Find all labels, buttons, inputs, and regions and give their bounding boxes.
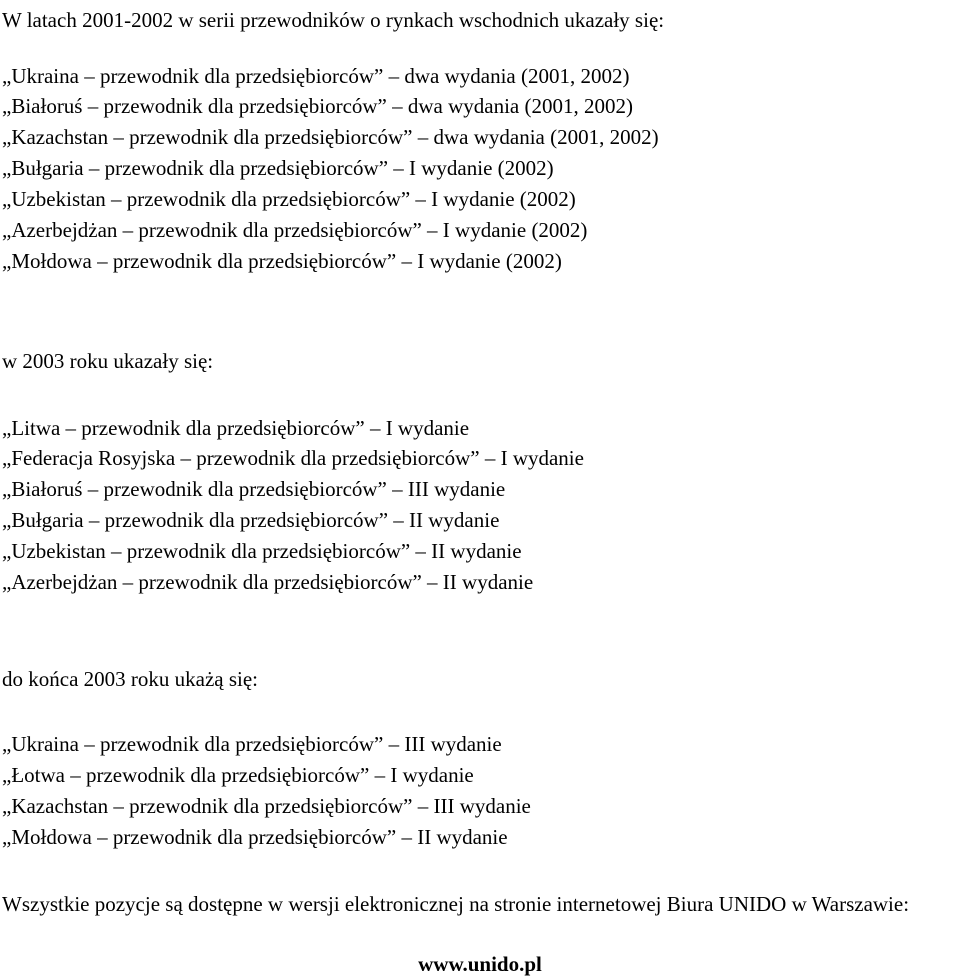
list-item: „Ukraina – przewodnik dla przedsiębiorców” – dwa wydania (2001, 2002): [2, 64, 630, 88]
list-item: „Uzbekistan – przewodnik dla przedsiębiorców” – I wydanie (2002): [2, 187, 576, 211]
website-url-text: www.unido.pl: [418, 952, 542, 976]
list-item: „Litwa – przewodnik dla przedsiębiorców” – I wydanie: [2, 416, 470, 440]
list-item: „Uzbekistan – przewodnik dla przedsiębiorców” – II wydanie: [2, 539, 522, 563]
heading-2003: w 2003 roku ukazały się:: [2, 349, 214, 373]
heading-end-2003: do końca 2003 roku ukażą się:: [2, 667, 259, 691]
list-item: „Bułgaria – przewodnik dla przedsiębiorców” – II wydanie: [2, 508, 500, 532]
list-item: „Federacja Rosyjska – przewodnik dla przedsiębiorców” – I wydanie: [2, 446, 584, 470]
list-item: „Mołdowa – przewodnik dla przedsiębiorców” – II wydanie: [2, 825, 508, 849]
website-url[interactable]: [0, 952, 960, 976]
list-item: „Mołdowa – przewodnik dla przedsiębiorców” – I wydanie (2002): [2, 249, 562, 273]
list-item: „Ukraina – przewodnik dla przedsiębiorców” – III wydanie: [2, 732, 502, 756]
list-item: „Kazachstan – przewodnik dla przedsiębiorców” – III wydanie: [2, 794, 531, 818]
list-item: „Bułgaria – przewodnik dla przedsiębiorców” – I wydanie (2002): [2, 156, 554, 180]
list-item: „Łotwa – przewodnik dla przedsiębiorców” – I wydanie: [2, 763, 474, 787]
list-item: „Azerbejdżan – przewodnik dla przedsiębiorców” – II wydanie: [2, 570, 534, 594]
list-item: „Azerbejdżan – przewodnik dla przedsiębiorców” – I wydanie (2002): [2, 218, 588, 242]
intro-text: W latach 2001-2002 w serii przewodników o rynkach wschodnich ukazały się:: [2, 8, 665, 32]
availability-note: Wszystkie pozycje są dostępne w wersji elektronicznej na stronie internetowej Biura UNIDO w Warszawie:: [2, 892, 910, 916]
list-item: „Kazachstan – przewodnik dla przedsiębiorców” – dwa wydania (2001, 2002): [2, 125, 659, 149]
list-item: „Białoruś – przewodnik dla przedsiębiorców” – III wydanie: [2, 477, 506, 501]
list-item: „Białoruś – przewodnik dla przedsiębiorców” – dwa wydania (2001, 2002): [2, 94, 633, 118]
